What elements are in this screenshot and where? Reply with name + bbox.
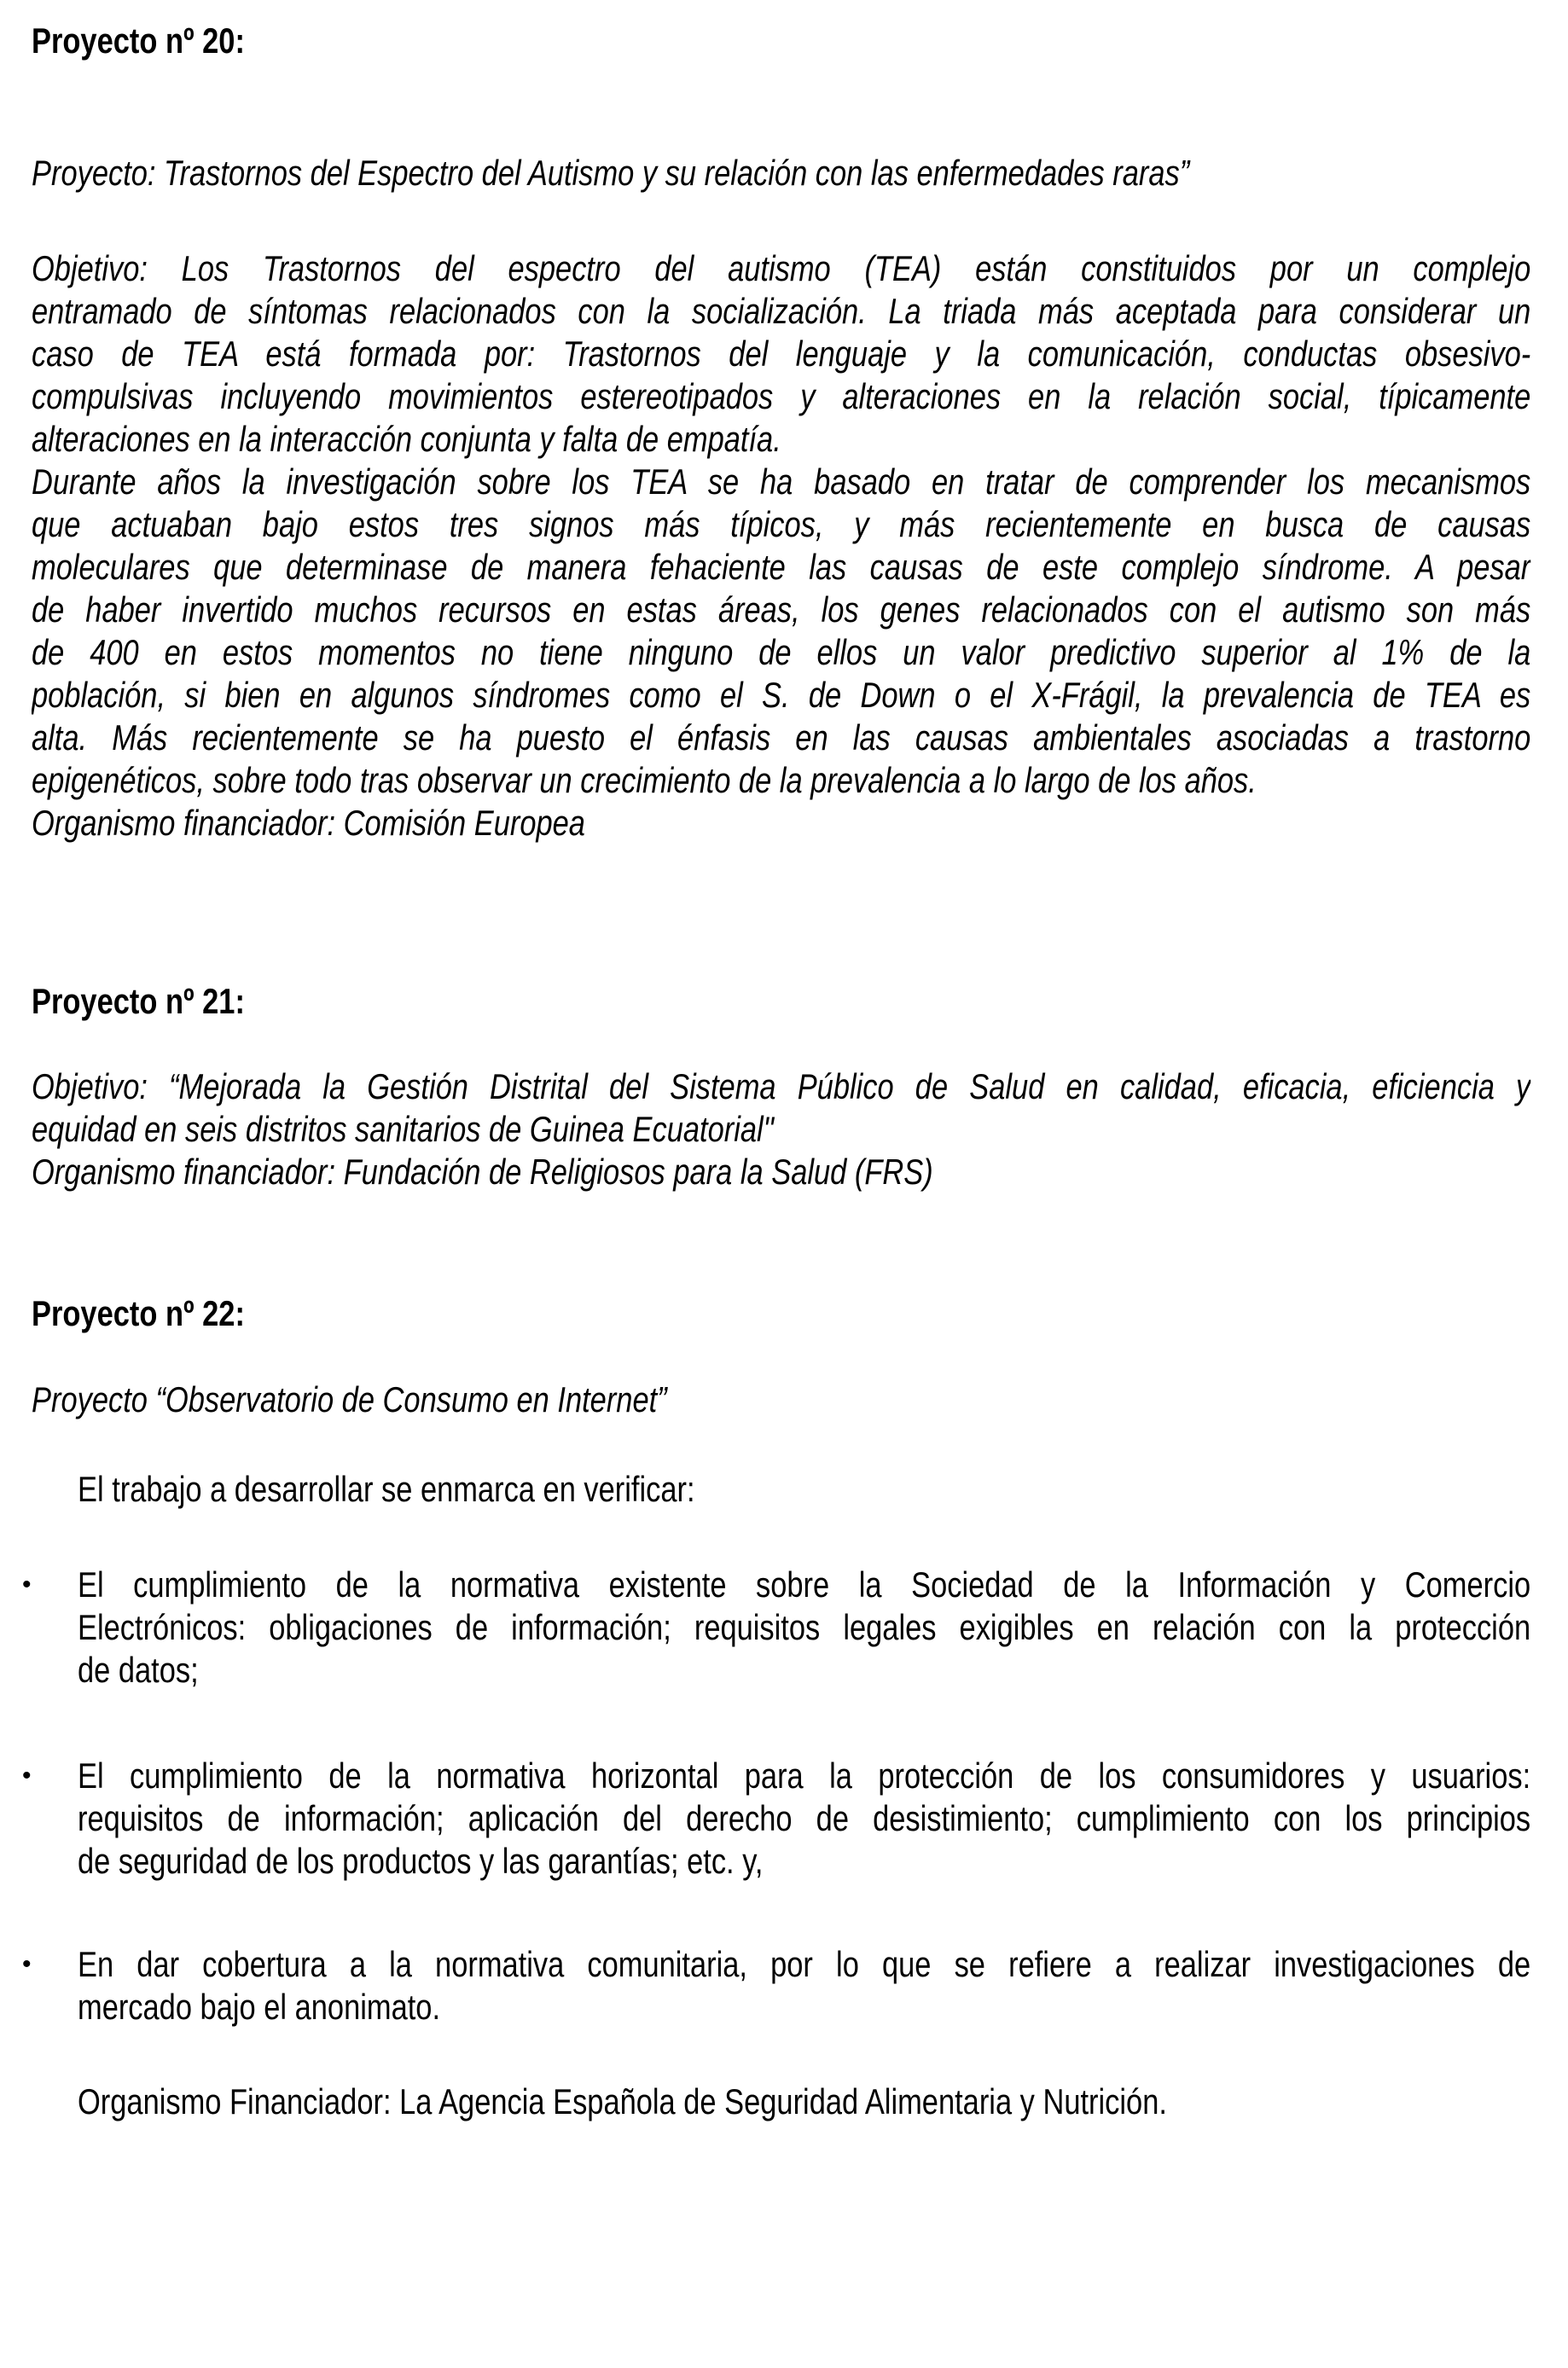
text-line: El cumplimiento de la normativa horizontal para la protección de los consumidores y usuarios:	[78, 1756, 1531, 1796]
text-line: población, si bien en algunos síndromes como el S. de Down o el X-Frágil, la prevalencia de TEA es	[32, 675, 1531, 715]
text-line: alta. Más recientemente se ha puesto el énfasis en las causas ambientales asociadas a trastorno	[32, 717, 1531, 757]
project-22-intro: El trabajo a desarrollar se enmarca en verificar:	[78, 1469, 695, 1509]
text-line: requisitos de información; aplicación del derecho de desistimiento; cumplimiento con los principios	[78, 1798, 1531, 1838]
list-item	[78, 1755, 1530, 1883]
text-line: alteraciones en la interacción conjunta y falta de empatía.	[32, 419, 781, 459]
text-line: de seguridad de los productos y las garantías; etc. y,	[78, 1841, 764, 1881]
project-22-title: Proyecto “Observatorio de Consumo en Internet”	[32, 1379, 667, 1419]
list-item	[78, 1943, 1530, 2028]
text-line: El cumplimiento de la normativa existente sobre la Sociedad de la Información y Comercio	[78, 1564, 1531, 1605]
text-line: Objetivo: “Mejorada la Gestión Distrital del Sistema Público de Salud en calidad, eficacia, eficiencia y	[32, 1066, 1531, 1106]
text-line: moleculares que determinase de manera fehaciente las causas de este complejo síndrome. A pesar	[32, 547, 1531, 587]
project-20-funder: Organismo financiador: Comisión Europea	[32, 803, 585, 843]
text-line: Electrónicos: obligaciones de información; requisitos legales exigibles en relación con la protección	[78, 1607, 1531, 1647]
bullet-icon: •	[22, 1761, 32, 1790]
text-line: de 400 en estos momentos no tiene ninguno de ellos un valor predictivo superior al 1% de la	[32, 632, 1531, 672]
text-line: epigenéticos, sobre todo tras observar un crecimiento de la prevalencia a lo largo de los años.	[32, 760, 1257, 800]
text-line: Objetivo: Los Trastornos del espectro del autismo (TEA) están constituidos por un complejo	[32, 248, 1531, 288]
text-line: Durante años la investigación sobre los TEA se ha basado en tratar de comprender los mecanismos	[32, 461, 1531, 502]
text-line: equidad en seis distritos sanitarios de Guinea Ecuatorial"	[32, 1109, 774, 1149]
project-20-title: Proyecto: Trastornos del Espectro del Autismo y su relación con las enfermedades raras”	[32, 153, 1190, 193]
bullet-icon: •	[22, 1950, 32, 1978]
project-20-description	[32, 247, 1530, 844]
project-22-heading: Proyecto nº 22:	[32, 1293, 245, 1333]
text-line: compulsivas incluyendo movimientos estereotipados y alteraciones en la relación social, típicamente	[32, 376, 1531, 416]
text-line: caso de TEA está formada por: Trastornos del lenguaje y la comunicación, conductas obsesivo-	[32, 334, 1531, 374]
project-21-heading: Proyecto nº 21:	[32, 981, 245, 1021]
list-item	[78, 1564, 1530, 1692]
project-21-funder: Organismo financiador: Fundación de Religiosos para la Salud (FRS)	[32, 1152, 933, 1192]
text-line: entramado de síntomas relacionados con la socialización. La triada más aceptada para considerar un	[32, 291, 1531, 331]
text-line: En dar cobertura a la normativa comunitaria, por lo que se refiere a realizar investigaciones de	[78, 1944, 1531, 1984]
text-line: que actuaban bajo estos tres signos más típicos, y más recientemente en busca de causas	[32, 504, 1531, 544]
bullet-icon: •	[22, 1570, 32, 1599]
project-22-funder: Organismo Financiador: La Agencia Española de Seguridad Alimentaria y Nutrición.	[78, 2081, 1167, 2121]
project-20-heading: Proyecto nº 20:	[32, 20, 245, 61]
text-line: de haber invertido muchos recursos en estas áreas, los genes relacionados con el autismo son más	[32, 589, 1531, 630]
project-21-description	[32, 1065, 1530, 1193]
text-line: mercado bajo el anonimato.	[78, 1987, 441, 2027]
text-line: de datos;	[78, 1650, 199, 1690]
